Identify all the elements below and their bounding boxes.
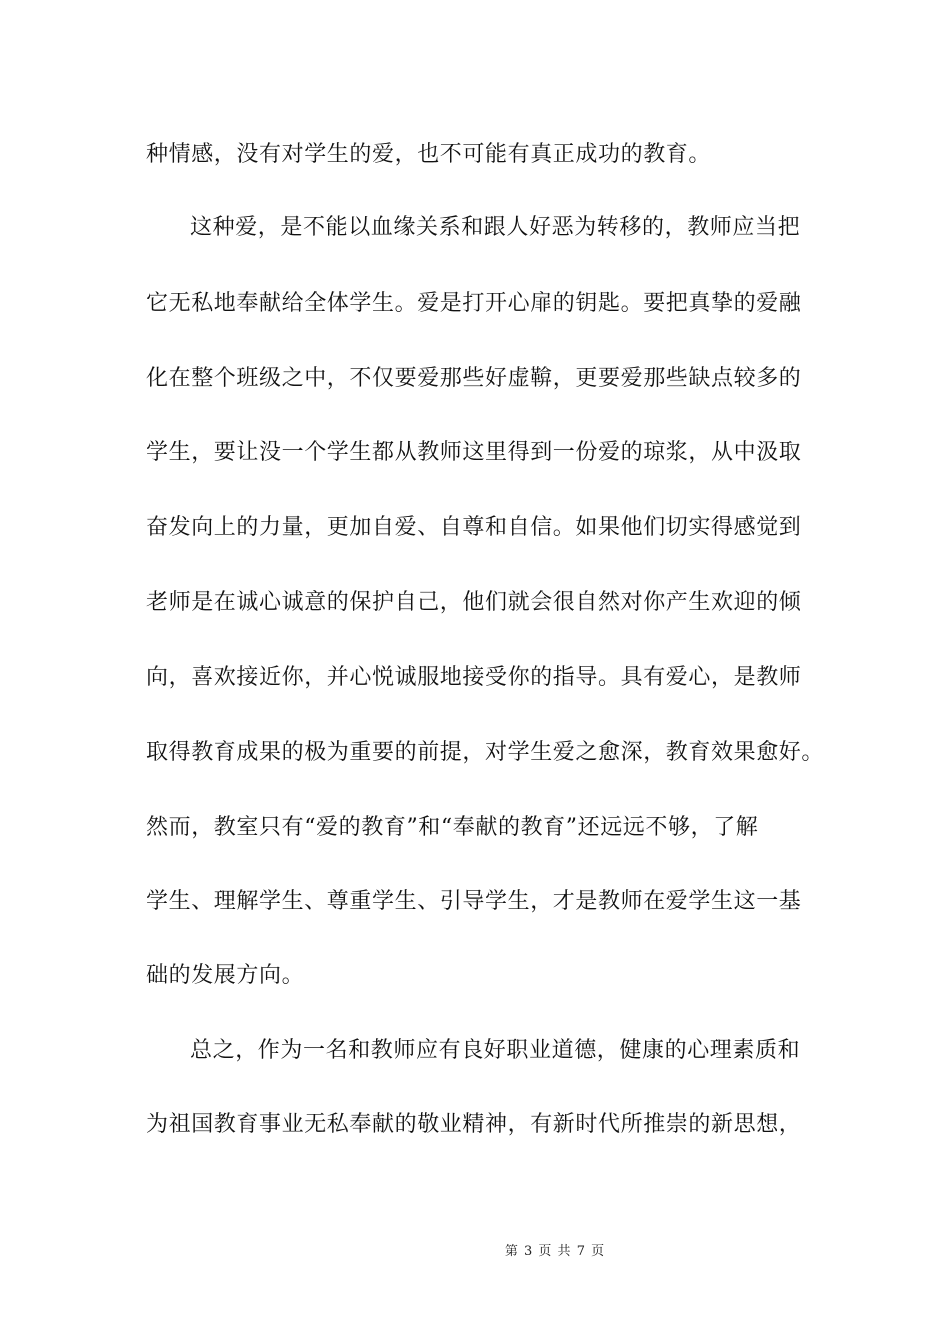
text-line-4: 化在整个班级之中，不仅要爱那些好虚鞥，更要爱那些缺点较多的 [146, 366, 802, 391]
text-line-11: 学生、理解学生、尊重学生、引导学生，才是教师在爱学生这一基 [146, 889, 802, 914]
text-line-1: 种情感，没有对学生的爱，也不可能有真正成功的教育。 [146, 142, 712, 167]
text-line-5: 学生，要让没一个学生都从教师这里得到一份爱的琼浆，从中汲取 [146, 440, 802, 465]
text-line-7: 老师是在诚心诚意的保护自己，他们就会很自然对你产生欢迎的倾 [146, 590, 802, 615]
text-line-9: 取得教育成果的极为重要的前提，对学生爱之愈深，教育效果愈好。 [146, 740, 825, 765]
text-line-2: 这种爱，是不能以血缘关系和跟人好恶为转移的，教师应当把 [190, 215, 801, 240]
page-number-footer: 第 3 页 共 7 页 [504, 1244, 606, 1259]
text-line-6: 奋发向上的力量，更加自爱、自尊和自信。如果他们切实得感觉到 [146, 515, 802, 540]
text-line-8: 向，喜欢接近你，并心悦诚服地接受你的指导。具有爱心，是教师 [146, 665, 802, 690]
text-line-10: 然而，教室只有“爱的教育”和“奉献的教育”还远远不够，了解 [146, 815, 759, 840]
text-line-13: 总之，作为一名和教师应有良好职业道德，健康的心理素质和 [190, 1038, 801, 1063]
text-line-12: 础的发展方向。 [146, 963, 305, 988]
text-line-14: 为祖国教育事业无私奉献的敬业精神，有新时代所推崇的新思想， [146, 1112, 802, 1137]
text-line-3: 它无私地奉献给全体学生。爱是打开心扉的钥匙。要把真挚的爱融 [146, 291, 802, 316]
